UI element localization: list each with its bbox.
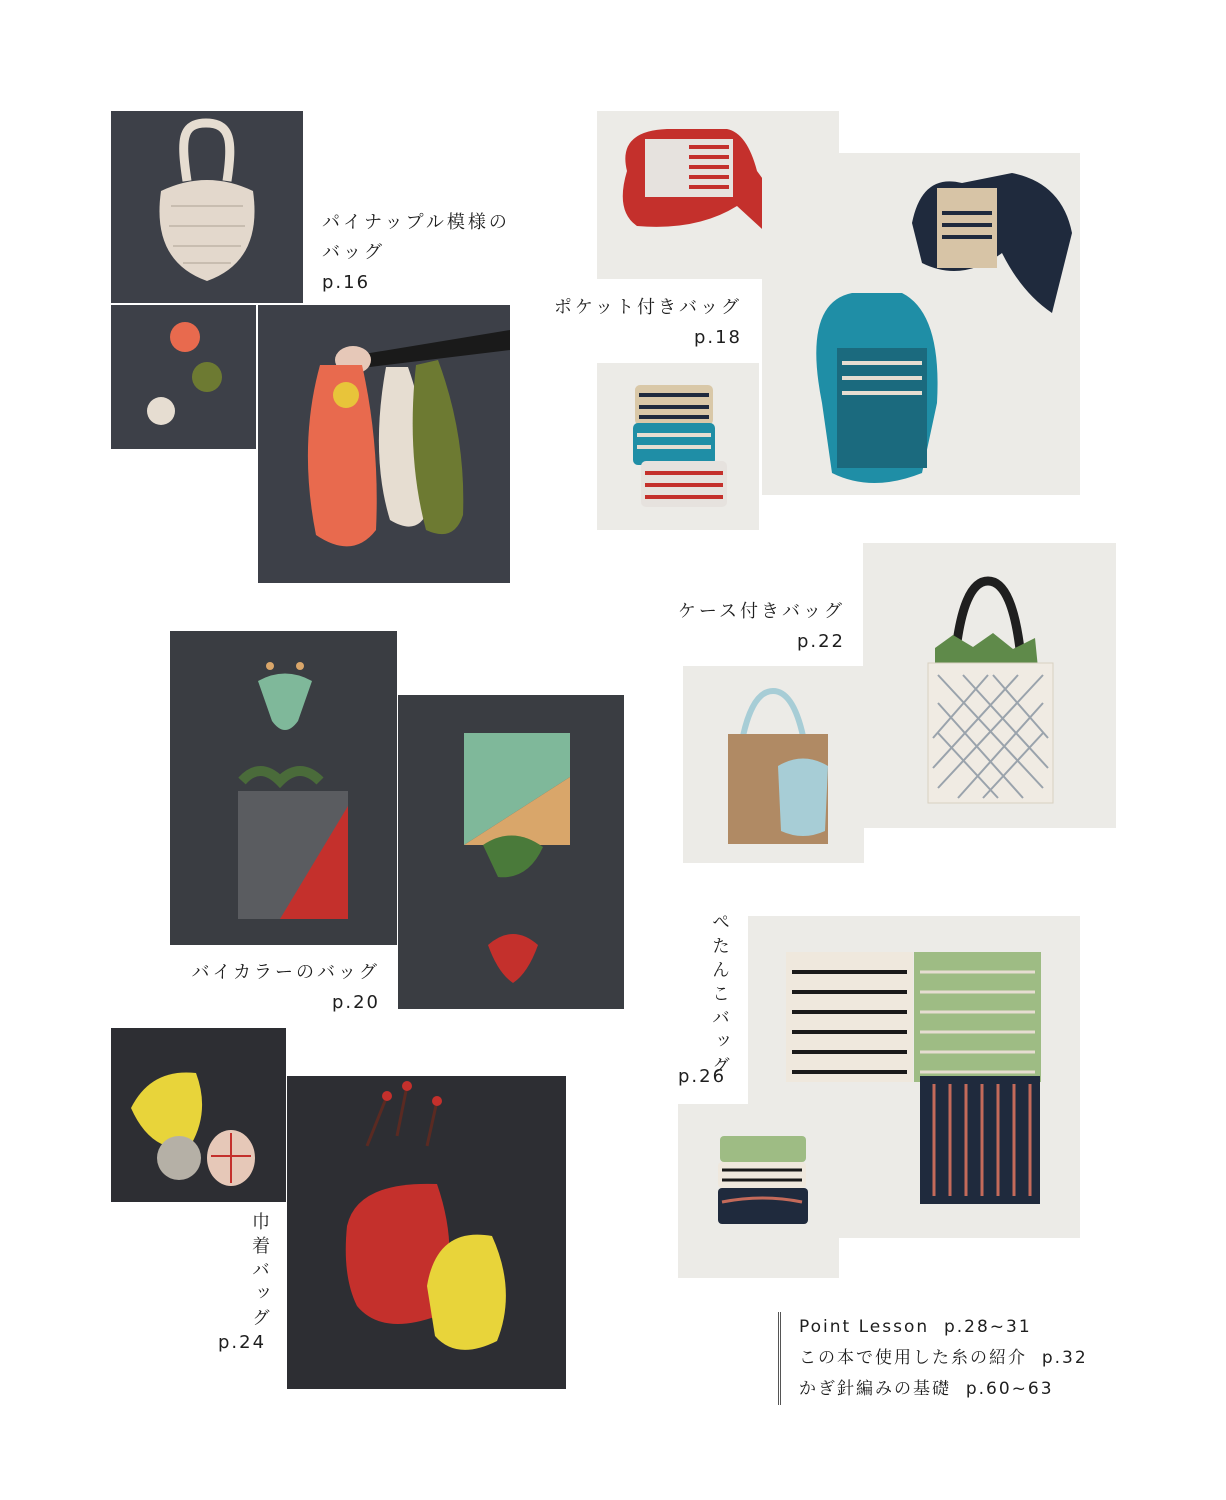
photo-flat-bags-stack (678, 1104, 839, 1278)
reference-yarn-intro: この本で使用した糸の紹介 p.32 (799, 1348, 1088, 1368)
photo-pocket-bags-large (762, 153, 1080, 495)
caption-flat-bag-title: ぺたんこバッグ (709, 912, 730, 1080)
title-line-2: バッグ (322, 242, 385, 263)
reference-point-lesson: Point Lesson p.28~31 (799, 1317, 1032, 1337)
reference-list (778, 1312, 1088, 1405)
photo-yarn-balls (111, 305, 256, 449)
caption-flat-bag-page: p.26 (678, 1066, 727, 1087)
photo-bicolor-bag-gray (170, 631, 397, 945)
photo-case-bag-large (863, 543, 1116, 828)
title: ポケット付きバッグ (553, 297, 742, 318)
photo-drawstring-bags-large (287, 1076, 566, 1389)
caption-pineapple-bag (322, 208, 510, 298)
title: バイカラーのバッグ (191, 962, 380, 983)
photo-pouches (597, 363, 759, 530)
title-line-1: パイナップル模様の (322, 212, 510, 233)
reference-crochet-basics: かぎ針編みの基礎 p.60~63 (799, 1379, 1054, 1399)
caption-drawstring-bag-page: p.24 (218, 1332, 267, 1353)
title: ケース付きバッグ (677, 601, 845, 622)
photo-pineapple-bag (111, 111, 303, 303)
photo-drawstring-bags-small (111, 1028, 286, 1202)
photo-bicolor-bag-mint (398, 695, 624, 1009)
photo-case-bag-small (683, 666, 864, 863)
page-number: p.22 (796, 631, 845, 652)
caption-case-bag (645, 597, 845, 657)
caption-pocket-bag (542, 293, 742, 353)
page-number: p.18 (693, 327, 742, 348)
page-number: p.20 (331, 992, 380, 1013)
page-number: p.16 (322, 272, 371, 293)
caption-bicolor-bag (180, 958, 380, 1018)
caption-drawstring-bag-title: 巾着バッグ (249, 1212, 270, 1332)
photo-hanging-bags (258, 305, 510, 583)
